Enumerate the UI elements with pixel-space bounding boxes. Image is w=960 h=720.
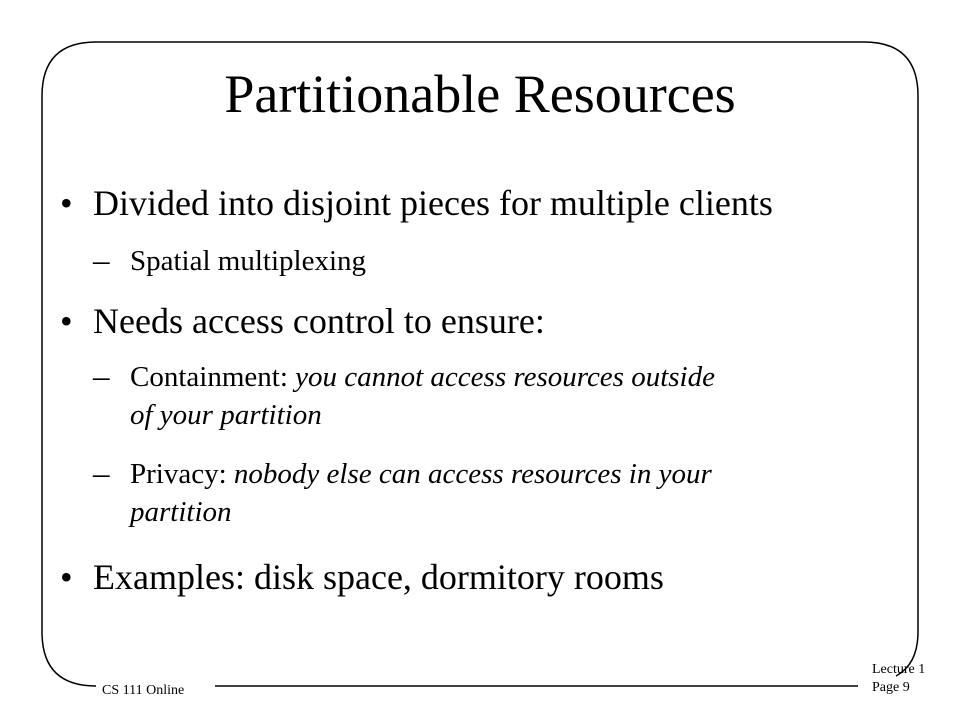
footer-lecture: Lecture 1 — [872, 662, 926, 677]
sub-italic-cont: of your partition — [130, 399, 322, 431]
bullet-text: Examples: disk space, dormitory rooms — [93, 557, 664, 597]
slide-title: Partitionable Resources — [224, 64, 736, 124]
bullet-dot: • — [60, 557, 73, 597]
sub-italic: nobody else can access resources in your — [233, 458, 712, 490]
sub-continuation — [130, 397, 322, 433]
sub-text: Spatial multiplexing — [130, 245, 367, 277]
sub-text — [130, 456, 712, 492]
bullet-text: Divided into disjoint pieces for multiple clients — [93, 183, 773, 223]
sub-dash: – — [93, 359, 110, 395]
footer-course: CS 111 Online — [102, 683, 185, 698]
sub-label: Privacy: — [130, 458, 234, 490]
bullet-dot: • — [60, 301, 73, 341]
footer-page: Page 9 — [872, 680, 910, 695]
sub-dash: – — [93, 456, 110, 492]
sub-text — [130, 359, 715, 395]
footer-lecture-page — [872, 661, 925, 697]
bullet-dot: • — [60, 183, 73, 223]
sub-label: Containment: — [130, 361, 296, 393]
sub-italic-cont: partition — [130, 496, 232, 528]
sub-continuation — [130, 494, 232, 530]
sub-italic: you cannot access resources outside — [295, 361, 715, 393]
sub-dash: – — [93, 243, 110, 279]
bullet-text: Needs access control to ensure: — [93, 301, 545, 341]
